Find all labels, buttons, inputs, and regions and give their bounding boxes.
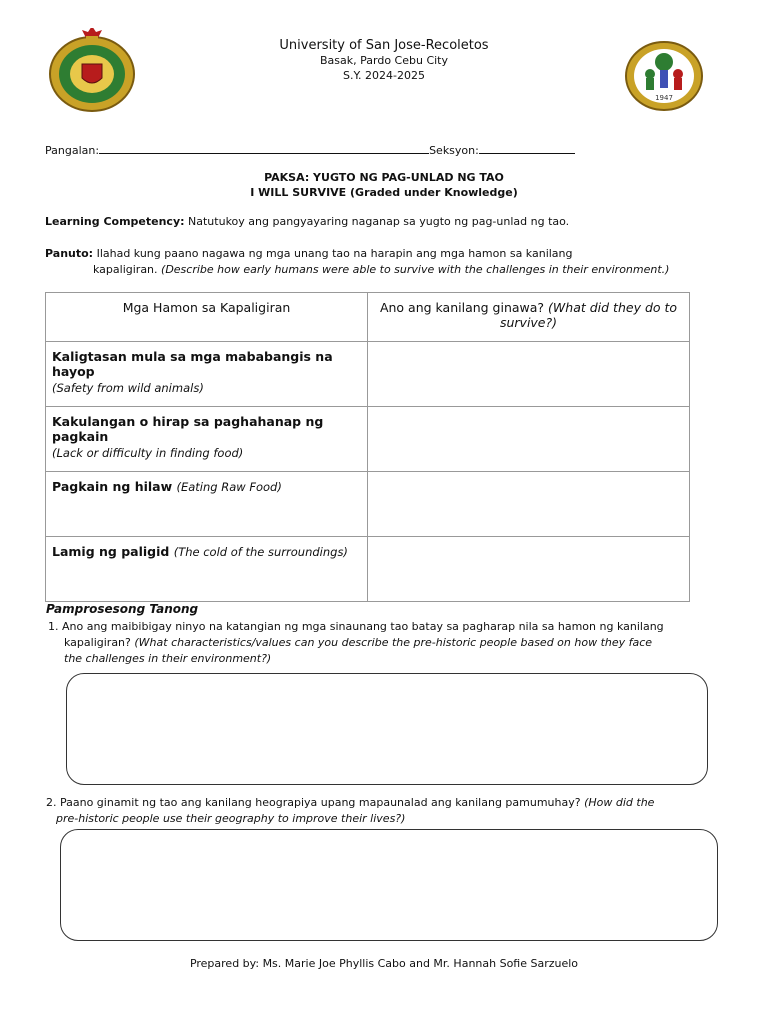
section-blank[interactable] (479, 143, 575, 154)
table-row (46, 472, 690, 537)
topic-title: PAKSA: YUGTO NG PAG-UNLAD NG TAO (264, 171, 504, 184)
challenge-cell (46, 472, 368, 537)
col-actions (368, 293, 690, 342)
question-1 (48, 619, 738, 667)
instructions (45, 246, 725, 278)
answer-box-2[interactable] (60, 829, 718, 941)
answer-cell[interactable] (368, 342, 690, 407)
competency-text: Natutukoy ang pangyayaring naganap sa yugto ng pag-unlad ng tao. (184, 215, 570, 228)
q2-english: (How did the (584, 796, 655, 809)
answer-cell[interactable] (368, 407, 690, 472)
q2-english2: pre-historic people use their geography to improve their lives?) (56, 812, 406, 825)
school-name: University of San Jose-Recoletos (279, 38, 489, 53)
challenge-tl: Kakulangan o hirap sa paghahanap ng pagkain (52, 414, 324, 444)
challenge-cell (46, 407, 368, 472)
col-challenges: Mga Hamon sa Kapaligiran (46, 293, 368, 342)
table-row (46, 407, 690, 472)
q1-number: 1. (48, 620, 59, 633)
challenges-table (45, 292, 690, 602)
q1-text2: kapaligiran? (64, 636, 135, 649)
challenge-en: (Lack or difficulty in finding food) (52, 446, 244, 460)
col-actions-en: (What did they do to survive?) (499, 300, 678, 330)
challenge-en: (Eating Raw Food) (176, 480, 282, 494)
q1-english: (What characteristics/values can you describe the pre-historic people based on how they face (134, 636, 653, 649)
prepared-by: Prepared by: Ms. Marie Joe Phyllis Cabo and Mr. Hannah Sofie Sarzuelo (189, 957, 579, 970)
name-section-line (45, 143, 575, 157)
challenge-tl: Pagkain ng hilaw (52, 479, 177, 494)
challenge-tl: Lamig ng paligid (52, 544, 174, 559)
name-blank[interactable] (99, 143, 429, 154)
challenge-cell (46, 537, 368, 602)
answer-cell[interactable] (368, 537, 690, 602)
name-label: Pangalan: (45, 144, 100, 157)
section-label: Seksyon: (429, 144, 479, 157)
school-address: Basak, Pardo Cebu City (320, 54, 448, 67)
instructions-text2: kapaligiran. (93, 263, 162, 276)
seal-year: 1947 (655, 94, 673, 102)
challenge-tl: Kaligtasan mula sa mga mababangis na hayop (52, 349, 333, 379)
q1-english2: the challenges in their environment?) (64, 652, 272, 665)
instructions-english: (Describe how early humans were able to survive with the challenges in their environment.) (161, 263, 670, 276)
instructions-label: Panuto: (45, 247, 94, 260)
school-year: S.Y. 2024-2025 (343, 69, 425, 82)
table-row (46, 537, 690, 602)
challenge-en: (The cold of the surroundings) (173, 545, 348, 559)
col-actions-label: Ano ang kanilang ginawa? (379, 300, 549, 315)
table-row (46, 342, 690, 407)
instructions-text: Ilahad kung paano nagawa ng mga unang tao na harapin ang mga hamon sa kanilang (93, 247, 573, 260)
answer-box-1[interactable] (66, 673, 708, 785)
table-header-row (46, 293, 690, 342)
activity-title: I WILL SURVIVE (Graded under Knowledge) (250, 186, 518, 199)
question-2 (46, 795, 746, 827)
challenge-cell (46, 342, 368, 407)
processing-title: Pamprosesong Tanong (46, 602, 199, 616)
q1-text: Ano ang maibibigay ninyo na katangian ng mga sinaunang tao batay sa pagharap nila sa hamon ng kanilang (62, 620, 664, 633)
competency-label: Learning Competency: (45, 215, 185, 228)
learning-competency (45, 215, 569, 228)
q2-text: 2. Paano ginamit ng tao ang kanilang heograpiya upang mapaunalad ang kanilang pamumuhay? (46, 796, 585, 809)
challenge-en: (Safety from wild animals) (52, 381, 204, 395)
answer-cell[interactable] (368, 472, 690, 537)
